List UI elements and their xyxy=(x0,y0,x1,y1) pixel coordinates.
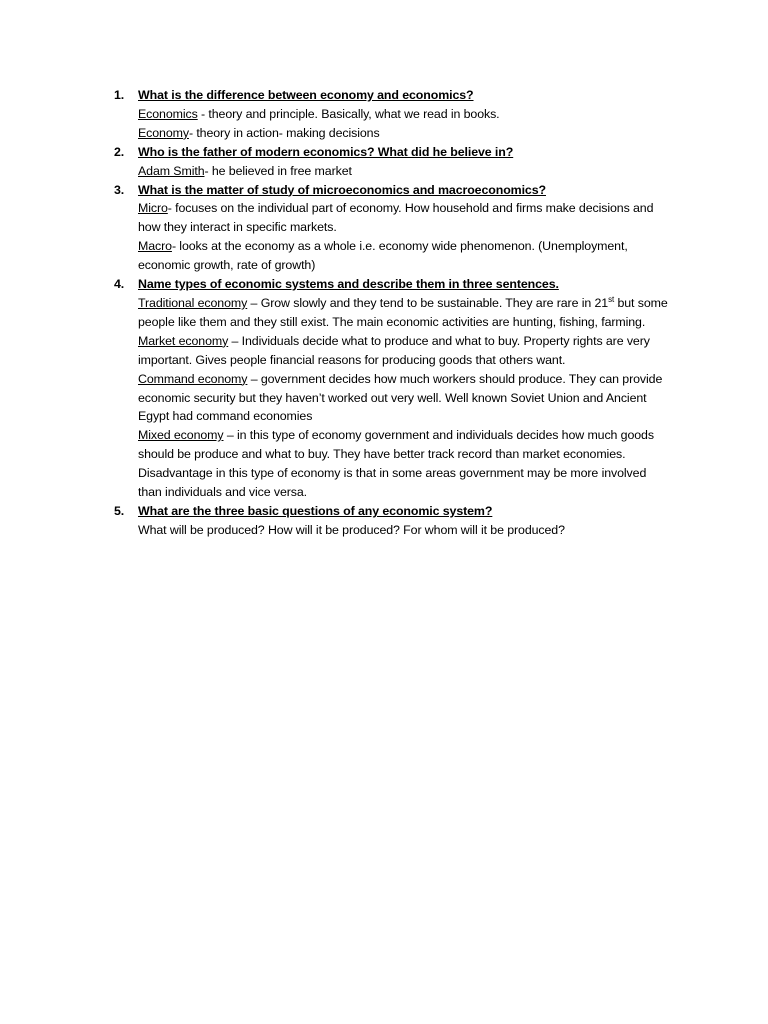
answer-text: – government decides how much workers should produce. They can provide economic security but they haven’t worked out very well. Well known Soviet Union and Ancient Egypt had command economies xyxy=(138,371,663,424)
item-number: 4. xyxy=(114,277,125,292)
item-number: 2. xyxy=(114,144,125,159)
answer-text: - theory and principle. Basically, what we read in books. xyxy=(197,106,500,121)
list-item-5 xyxy=(110,502,670,540)
answer-line xyxy=(138,521,670,540)
answer-line xyxy=(138,162,670,181)
item-number: 3. xyxy=(114,182,125,197)
answer-text: – in this type of economy government and individuals decides how much goods should be produce and what to buy. They have better track record than market economies. Disadvantage in this type of economy is that in some areas government may be more involved than individuals and vice versa. xyxy=(138,428,654,500)
answer-text: – Grow slowly and they tend to be sustainable. They are rare in 21 xyxy=(247,295,609,310)
list-item-3 xyxy=(110,181,670,276)
answer-term: Mixed economy xyxy=(138,428,224,443)
answer-term: Economy xyxy=(138,125,189,140)
question-text: What is the difference between economy and economics? xyxy=(138,88,474,102)
answer-text: - looks at the economy as a whole i.e. economy wide phenomenon. (Unemployment, economic growth, rate of growth) xyxy=(138,239,628,273)
answer-term: Macro xyxy=(138,239,172,254)
ordinal-suffix: st xyxy=(608,294,615,304)
answer-text: – Individuals decide what to produce and what to buy. Property rights are very important. Gives people financial reasons for producing goods that others want. xyxy=(138,333,650,367)
answer-term: Market economy xyxy=(138,333,229,348)
answer-text: - focuses on the individual part of economy. How household and firms make decisions and how they interact in specific markets. xyxy=(138,201,654,235)
list-item-1 xyxy=(110,86,670,143)
answer-term: Micro xyxy=(138,201,168,216)
question-text: Who is the father of modern economics? What did he believe in? xyxy=(138,144,514,159)
answer-term: Command economy xyxy=(138,371,248,386)
answer-line xyxy=(138,332,670,370)
list-item-2 xyxy=(110,143,670,181)
answer-line xyxy=(138,237,670,275)
item-number: 5. xyxy=(114,503,125,518)
answer-text: What will be produced? How will it be produced? For whom will it be produced? xyxy=(138,522,565,537)
question-text: What is the matter of study of microeconomics and macroeconomics? xyxy=(138,182,546,197)
answer-text: - he believed in free market xyxy=(204,163,352,178)
item-number: 1. xyxy=(114,88,125,102)
answer-line xyxy=(138,124,670,143)
answer-line xyxy=(138,426,670,502)
list-item-4 xyxy=(110,275,670,502)
answer-line xyxy=(138,105,670,124)
answer-text: - theory in action- making decisions xyxy=(188,125,380,140)
answer-line xyxy=(138,370,670,427)
question-text: What are the three basic questions of any economic system? xyxy=(138,503,493,518)
answer-line xyxy=(138,199,670,237)
question-text: Name types of economic systems and describe them in three sentences. xyxy=(138,277,559,292)
answer-term: Adam Smith xyxy=(138,163,205,178)
answer-term: Economics xyxy=(138,106,198,121)
answer-text: but some people like them and they still exist. The main economic activities are hunting, fishing, farming. xyxy=(138,295,668,329)
answer-term: Traditional economy xyxy=(138,295,248,310)
answer-line xyxy=(138,294,670,332)
question-list xyxy=(110,86,670,540)
